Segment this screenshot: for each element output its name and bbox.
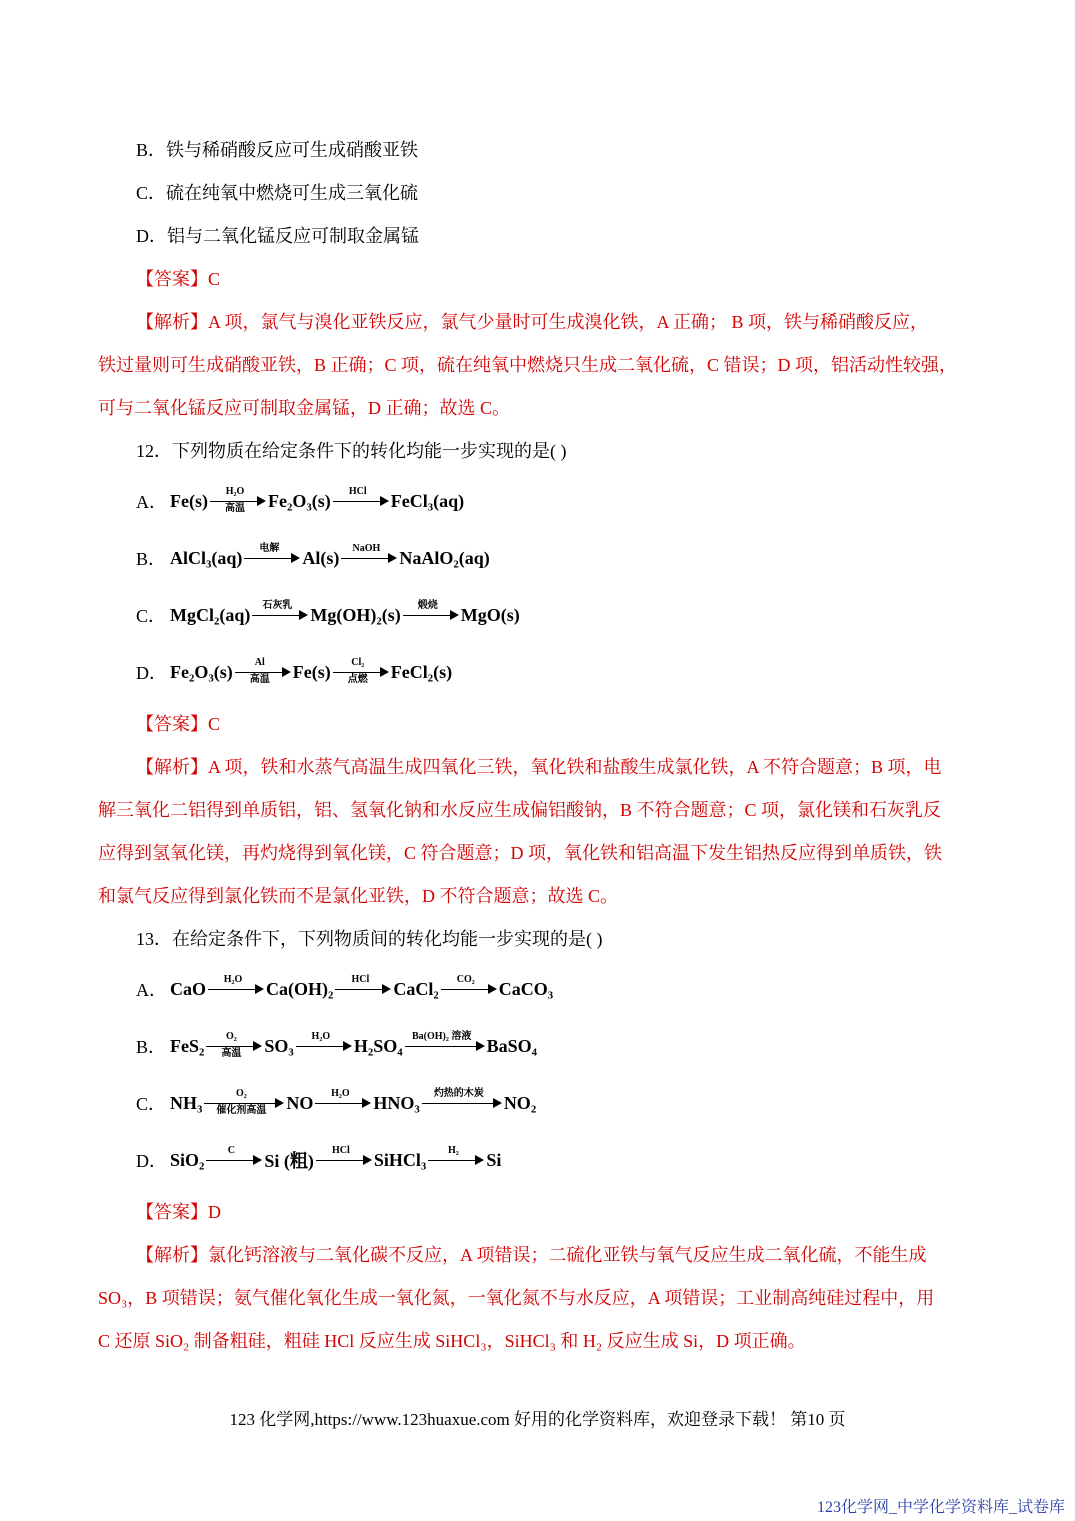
q12-analysis-line-1 (136, 755, 979, 779)
arrow-line (335, 989, 385, 990)
species: NO₂ (503, 1092, 537, 1113)
arrow-condition-above: HCl (348, 486, 367, 497)
reaction-arrow (316, 1145, 372, 1175)
species: Si (486, 1149, 502, 1170)
reaction-arrow (206, 1031, 262, 1061)
option-label: B． (136, 549, 167, 569)
arrow-line (403, 615, 453, 616)
reaction-arrow (244, 543, 300, 573)
reaction-arrow (405, 1031, 485, 1061)
arrow-head (382, 984, 391, 994)
option-row (136, 1083, 536, 1123)
species: SiO₂ (170, 1149, 205, 1170)
arrow-line (316, 1160, 366, 1161)
arrow-line (315, 1103, 365, 1104)
arrow-condition-below: 高温 (249, 674, 270, 685)
arrow-line (333, 501, 383, 502)
q11-option-c: C．硫在纯氧中燃烧可生成三氧化硫 (136, 183, 419, 203)
arrow-condition-above: H₂O (223, 974, 243, 985)
arrow-line (235, 672, 285, 673)
option-label: D． (136, 663, 167, 683)
arrow-line (422, 1103, 496, 1104)
arrow-head (450, 610, 459, 620)
answer-tag: 【答案】 (136, 269, 208, 289)
arrow-condition-below: 点燃 (347, 674, 368, 685)
analysis-text: 氯化钙溶液与二氧化碳不反应，A 项错误；二硫化亚铁与氧气反应生成二氧化硫，不能生成 (208, 1245, 927, 1265)
reaction-arrow (441, 974, 497, 1004)
arrow-line (441, 989, 491, 990)
arrow-condition-above: Cl₂ (351, 657, 365, 668)
analysis-tag: 【解析】 (136, 1245, 208, 1265)
page-footer: 123 化学网,https://www.123huaxue.com 好用的化学资料库，欢迎登录下载！ 第10 页 (229, 1410, 846, 1429)
arrow-head (493, 1098, 502, 1108)
arrow-condition-above: 灼热的木炭 (433, 1088, 484, 1099)
species: MgO(s) (460, 604, 520, 625)
arrow-line (428, 1160, 478, 1161)
arrow-condition-below: 催化剂高温 (216, 1105, 267, 1116)
q12-analysis-line-3: 应得到氢氧化镁，再灼烧得到氧化镁，C 符合题意；D 项，氧化铁和铝高温下发生铝热反应得到单质铁，铁 (98, 843, 943, 863)
option-label: C． (136, 1094, 167, 1114)
species: Fe(s) (170, 490, 208, 511)
species: FeCl₂(s) (390, 661, 453, 682)
arrow-head (253, 1155, 262, 1165)
arrow-condition-above: HCl (332, 1145, 350, 1156)
q12-analysis-line-4: 和氯气反应得到氯化铁而不是氯化亚铁，D 不符合题意；故选 C。 (98, 886, 619, 906)
q13-stem: 13．在给定条件下，下列物质间的转化均能一步实现的是( ) (136, 929, 603, 949)
option-label: B． (136, 1037, 167, 1057)
option-row (136, 969, 553, 1009)
arrow-condition-above: H₂O (225, 486, 245, 497)
analysis-text: A 项，铁和水蒸气高温生成四氧化三铁，氧化铁和盐酸生成氯化铁，A 不符合题意；B 项，电 (208, 757, 942, 777)
arrow-head (363, 1155, 372, 1165)
species: BaSO₄ (486, 1035, 538, 1056)
species: Al(s) (302, 547, 340, 568)
reaction-arrow (252, 600, 308, 630)
arrow-condition-above: Ba(OH)₂ 溶液 (411, 1031, 472, 1042)
arrow-condition-above: 电解 (259, 543, 280, 554)
species: Fe₂O₃(s) (170, 661, 233, 682)
arrow-line (244, 558, 294, 559)
arrow-head (476, 1041, 485, 1051)
q13-analysis-line-1 (136, 1243, 979, 1267)
arrow-head (475, 1155, 484, 1165)
reaction-arrow (210, 486, 266, 516)
option-label: C． (136, 606, 167, 626)
q13-answer (136, 1200, 979, 1224)
arrow-line (206, 1160, 256, 1161)
arrow-condition-below: 高温 (224, 503, 245, 514)
option-row (136, 481, 464, 521)
analysis-tag: 【解析】 (136, 757, 208, 777)
analysis-tag: 【解析】 (136, 312, 208, 332)
species: Ca(OH)₂ (266, 978, 334, 999)
arrow-head (291, 553, 300, 563)
reaction-arrow (333, 486, 389, 516)
species: Si (粗) (264, 1151, 314, 1171)
species: FeCl₃(aq) (390, 490, 465, 511)
arrow-line (341, 558, 391, 559)
arrow-condition-above: HCl (351, 974, 370, 985)
species: H₂SO₄ (353, 1035, 403, 1056)
species: CaO (170, 978, 206, 999)
arrow-head (362, 1098, 371, 1108)
arrow-condition-above: 石灰乳 (262, 600, 293, 611)
arrow-head (380, 496, 389, 506)
species: MgCl₂(aq) (170, 604, 251, 625)
arrow-condition-above: 煅烧 (417, 600, 438, 611)
reaction-arrow (296, 1031, 352, 1061)
reaction-arrow (206, 1145, 262, 1175)
option-row (136, 652, 452, 692)
arrow-condition-above: O₂ (226, 1031, 237, 1042)
q11-option-b: B．铁与稀硝酸反应可生成硝酸亚铁 (136, 140, 419, 160)
arrow-condition-below: 高温 (221, 1048, 242, 1059)
reaction-arrow (403, 600, 459, 630)
species: SiHCl₃ (373, 1149, 427, 1170)
answer-tag: 【答案】 (136, 1202, 208, 1222)
species: NH₃ (170, 1092, 203, 1113)
answer-value: D (208, 1202, 221, 1222)
species: CaCO₃ (498, 978, 554, 999)
arrow-condition-above: H₂ (447, 1145, 459, 1156)
q12-analysis-line-2: 解三氧化二铝得到单质铝，铝、氢氧化钠和水反应生成偏铝酸钠，B 不符合题意；C 项，氯化镁和石灰乳反 (98, 800, 942, 820)
analysis-text: A 项，氯气与溴化亚铁反应，氯气少量时可生成溴化铁，A 正确； B 项，铁与稀硝酸反应， (208, 312, 929, 332)
q13-analysis-line-2: SO₃，B 项错误；氨气催化氧化生成一氧化氮，一氧化氮不与水反应，A 项错误；工业制高纯硅过程中，用 (98, 1288, 935, 1308)
q11-answer (136, 267, 979, 291)
species: SO₃ (264, 1035, 294, 1056)
arrow-condition-above: Al (254, 657, 265, 668)
arrow-head (299, 610, 308, 620)
arrow-head (488, 984, 497, 994)
reaction-arrow (204, 1088, 284, 1118)
option-row (136, 1026, 537, 1066)
arrow-line (210, 501, 260, 502)
reaction-arrow (428, 1145, 484, 1175)
arrow-condition-above: O₂ (236, 1088, 247, 1099)
answer-tag: 【答案】 (136, 714, 208, 734)
option-row (136, 1140, 501, 1180)
q12-answer (136, 712, 979, 736)
q11-analysis-line-1 (136, 310, 979, 334)
species: NaAlO₂(aq) (399, 547, 490, 568)
species: Mg(OH)₂(s) (310, 604, 401, 625)
species: CaCl₂ (393, 978, 439, 999)
arrow-condition-above: H₂O (331, 1088, 350, 1099)
reaction-arrow (208, 974, 264, 1004)
species: FeS₂ (170, 1035, 205, 1056)
answer-value: C (208, 269, 221, 289)
answer-value: C (208, 714, 221, 734)
arrow-line (206, 1046, 256, 1047)
arrow-head (343, 1041, 352, 1051)
q13-analysis-line-3: C 还原 SiO₂ 制备粗硅，粗硅 HCl 反应生成 SiHCl₃，SiHCl₃ 和 H₂ 反应生成 Si，D 项正确。 (98, 1331, 806, 1351)
arrow-line (208, 989, 258, 990)
arrow-head (255, 984, 264, 994)
site-watermark-link[interactable]: 123化学网_中学化学资料库_试卷库 (816, 1499, 1065, 1516)
arrow-line (252, 615, 302, 616)
q11-analysis-line-2: 铁过量则可生成硝酸亚铁，B 正确；C 项，硫在纯氧中燃烧只生成二氧化硫，C 错误；D 项，铝活动性较强， (98, 355, 958, 375)
arrow-condition-above: H₂O (311, 1031, 331, 1042)
arrow-condition-above: NaOH (352, 543, 381, 554)
reaction-arrow (341, 543, 397, 573)
option-row (136, 595, 520, 635)
arrow-line (296, 1046, 346, 1047)
q11-option-d: D．铝与二氧化锰反应可制取金属锰 (136, 226, 419, 246)
species: NO (286, 1092, 314, 1113)
arrow-condition-above: CO₂ (456, 974, 475, 985)
arrow-line (204, 1103, 278, 1104)
species: Fe(s) (292, 661, 331, 682)
arrow-head (388, 553, 397, 563)
arrow-line (333, 672, 383, 673)
reaction-arrow (333, 657, 389, 687)
option-label: A． (136, 492, 167, 512)
species: Fe₂O₃(s) (267, 490, 331, 511)
q12-stem: 12．下列物质在给定条件下的转化均能一步实现的是( ) (136, 441, 567, 461)
option-row (136, 538, 490, 578)
arrow-line (405, 1046, 479, 1047)
q11-analysis-line-3: 可与二氧化锰反应可制取金属锰，D 正确；故选 C。 (98, 398, 511, 418)
reaction-arrow (315, 1088, 371, 1118)
option-label: A． (136, 980, 167, 1000)
option-label: D． (136, 1151, 167, 1171)
arrow-condition-above: C (227, 1145, 236, 1156)
reaction-arrow (235, 657, 291, 687)
reaction-arrow (335, 974, 391, 1004)
species: AlCl₃(aq) (170, 547, 243, 568)
reaction-arrow (422, 1088, 502, 1118)
species: HNO₃ (373, 1092, 420, 1113)
